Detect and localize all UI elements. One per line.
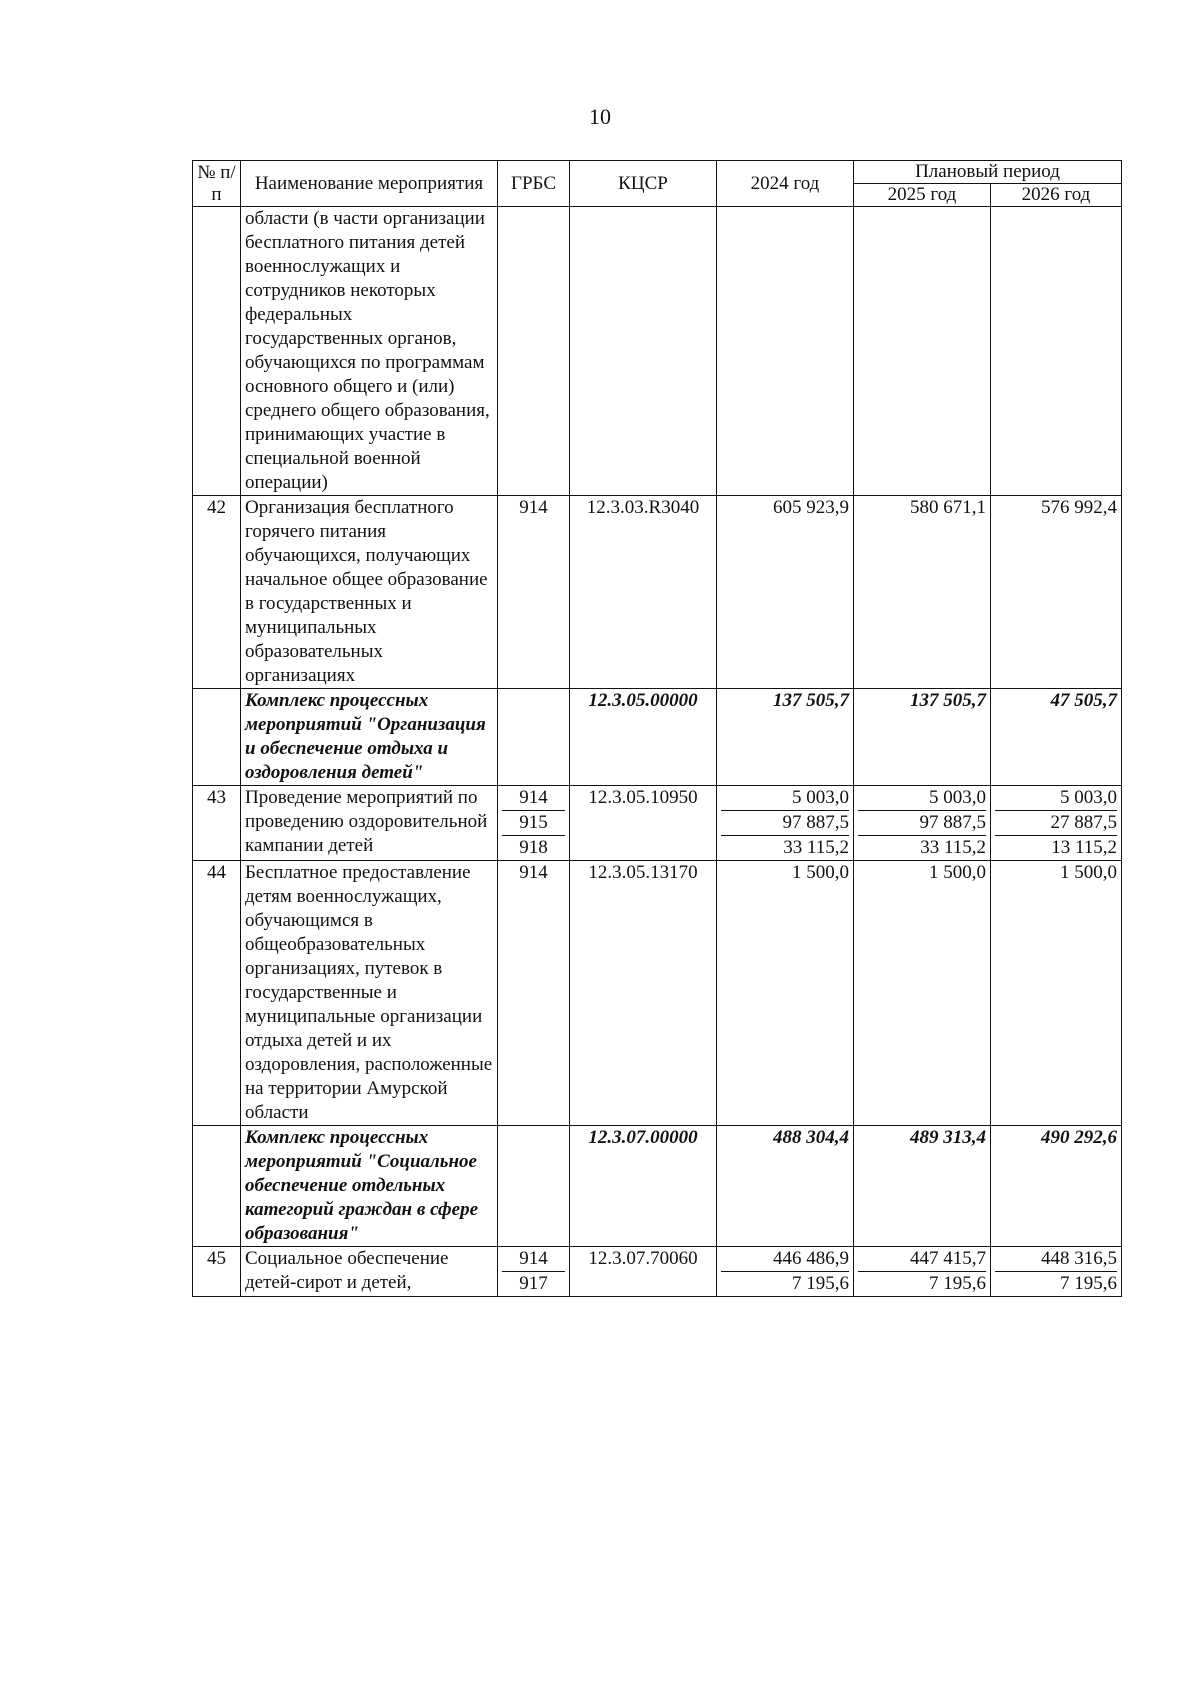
- table-row: [193, 861, 1122, 1126]
- value-2024-line: 33 115,2: [783, 837, 849, 858]
- value-2024-line: 5 003,0: [721, 786, 849, 811]
- header-2025: 2025 год: [854, 184, 991, 207]
- grbs-code-line: 914: [502, 1247, 565, 1272]
- budget-table: [192, 160, 1122, 1297]
- value-2024: [717, 207, 854, 496]
- kcsr-code: 12.3.03.R3040: [570, 496, 717, 689]
- value-2025-line: 7 195,6: [929, 1273, 986, 1294]
- grbs-code: [498, 689, 570, 786]
- row-number: 44: [193, 861, 241, 1126]
- value-2025-line: 447 415,7: [858, 1247, 986, 1272]
- value-2025: [854, 207, 991, 496]
- table-row: [193, 496, 1122, 689]
- row-number: 43: [193, 786, 241, 861]
- value-2024-line: 446 486,9: [721, 1247, 849, 1272]
- header-kcsr: КЦСР: [570, 161, 717, 207]
- value-2025: [854, 1247, 991, 1297]
- value-2026-line: 27 887,5: [995, 811, 1117, 836]
- activity-name: Бесплатное предоставление детям военнослужащих, обучающимся в общеобразовательных организациях, путевок в государственные и муниципальные организации отдыха детей и их оздоровления, расположенные на территории Амурской области: [241, 861, 498, 1126]
- value-2026-stack: [995, 1247, 1117, 1296]
- grbs-code-stack: [502, 786, 565, 860]
- value-2025: [854, 786, 991, 861]
- grbs-code-line: 917: [519, 1273, 548, 1294]
- grbs-code: [498, 1126, 570, 1247]
- activity-name: Проведение мероприятий по проведению оздоровительной кампании детей: [241, 786, 498, 861]
- value-2024: 488 304,4: [717, 1126, 854, 1247]
- value-2025: 580 671,1: [854, 496, 991, 689]
- value-2025-stack: [858, 1247, 986, 1296]
- value-2025-line: 5 003,0: [858, 786, 986, 811]
- table-body: [193, 207, 1122, 1297]
- value-2024: 137 505,7: [717, 689, 854, 786]
- row-number: 42: [193, 496, 241, 689]
- grbs-code-line: 918: [519, 837, 548, 858]
- grbs-code-line: 915: [502, 811, 565, 836]
- value-2024: [717, 786, 854, 861]
- activity-name: Комплекс процессных мероприятий "Организация и обеспечение отдыха и оздоровления детей": [241, 689, 498, 786]
- value-2024-stack: [721, 1247, 849, 1296]
- header-num: № п/п: [193, 161, 241, 207]
- section-row: [193, 689, 1122, 786]
- kcsr-code: 12.3.05.10950: [570, 786, 717, 861]
- value-2026-line: 448 316,5: [995, 1247, 1117, 1272]
- value-2024-stack: [721, 786, 849, 860]
- value-2026-stack: [995, 786, 1117, 860]
- grbs-code: [498, 1247, 570, 1297]
- value-2025: 489 313,4: [854, 1126, 991, 1247]
- value-2026-line: 5 003,0: [995, 786, 1117, 811]
- grbs-code-line: 914: [502, 786, 565, 811]
- kcsr-code: 12.3.05.00000: [570, 689, 717, 786]
- section-row: [193, 1126, 1122, 1247]
- value-2024-line: 97 887,5: [721, 811, 849, 836]
- value-2026-line: 7 195,6: [1060, 1273, 1118, 1294]
- header-grbs: ГРБС: [498, 161, 570, 207]
- header-2024: 2024 год: [717, 161, 854, 207]
- activity-name: Комплекс процессных мероприятий "Социальное обеспечение отдельных категорий граждан в сфере образования": [241, 1126, 498, 1247]
- table-row: [193, 786, 1122, 861]
- value-2024: 605 923,9: [717, 496, 854, 689]
- grbs-code: 914: [498, 496, 570, 689]
- value-2026: 1 500,0: [991, 861, 1122, 1126]
- kcsr-code: 12.3.07.00000: [570, 1126, 717, 1247]
- table-row: [193, 1247, 1122, 1297]
- row-number: 45: [193, 1247, 241, 1297]
- value-2026: 490 292,6: [991, 1126, 1122, 1247]
- header-name: Наименование мероприятия: [241, 161, 498, 207]
- value-2026-line: 13 115,2: [1051, 837, 1118, 858]
- value-2026: 576 992,4: [991, 496, 1122, 689]
- value-2025-stack: [858, 786, 986, 860]
- row-number: [193, 207, 241, 496]
- value-2024: [717, 1247, 854, 1297]
- table-row: [193, 207, 1122, 496]
- page-number: 10: [589, 104, 611, 129]
- grbs-code: [498, 786, 570, 861]
- activity-name: Организация бесплатного горячего питания обучающихся, получающих начальное общее образование в государственных и муниципальных образовательных организациях: [241, 496, 498, 689]
- header-2026: 2026 год: [991, 184, 1122, 207]
- kcsr-code: 12.3.07.70060: [570, 1247, 717, 1297]
- grbs-code: 914: [498, 861, 570, 1126]
- kcsr-code: 12.3.05.13170: [570, 861, 717, 1126]
- value-2026: 47 505,7: [991, 689, 1122, 786]
- value-2024: 1 500,0: [717, 861, 854, 1126]
- kcsr-code: [570, 207, 717, 496]
- value-2026: [991, 207, 1122, 496]
- table-header: [193, 161, 1122, 207]
- header-planned-period: Плановый период: [854, 161, 1122, 184]
- activity-name: Социальное обеспечение детей-сирот и детей,: [241, 1247, 498, 1297]
- value-2026: [991, 1247, 1122, 1297]
- grbs-code: [498, 207, 570, 496]
- value-2025: 137 505,7: [854, 689, 991, 786]
- value-2025-line: 97 887,5: [858, 811, 986, 836]
- value-2025-line: 33 115,2: [920, 837, 986, 858]
- row-number: [193, 1126, 241, 1247]
- activity-name: области (в части организации бесплатного питания детей военнослужащих и сотрудников некоторых федеральных государственных органов, обучающихся по программам основного общего и (или) среднего общего образования, принимающих участие в специальной военной операции): [241, 207, 498, 496]
- row-number: [193, 689, 241, 786]
- value-2024-line: 7 195,6: [792, 1273, 849, 1294]
- value-2025: 1 500,0: [854, 861, 991, 1126]
- value-2026: [991, 786, 1122, 861]
- grbs-code-stack: [502, 1247, 565, 1296]
